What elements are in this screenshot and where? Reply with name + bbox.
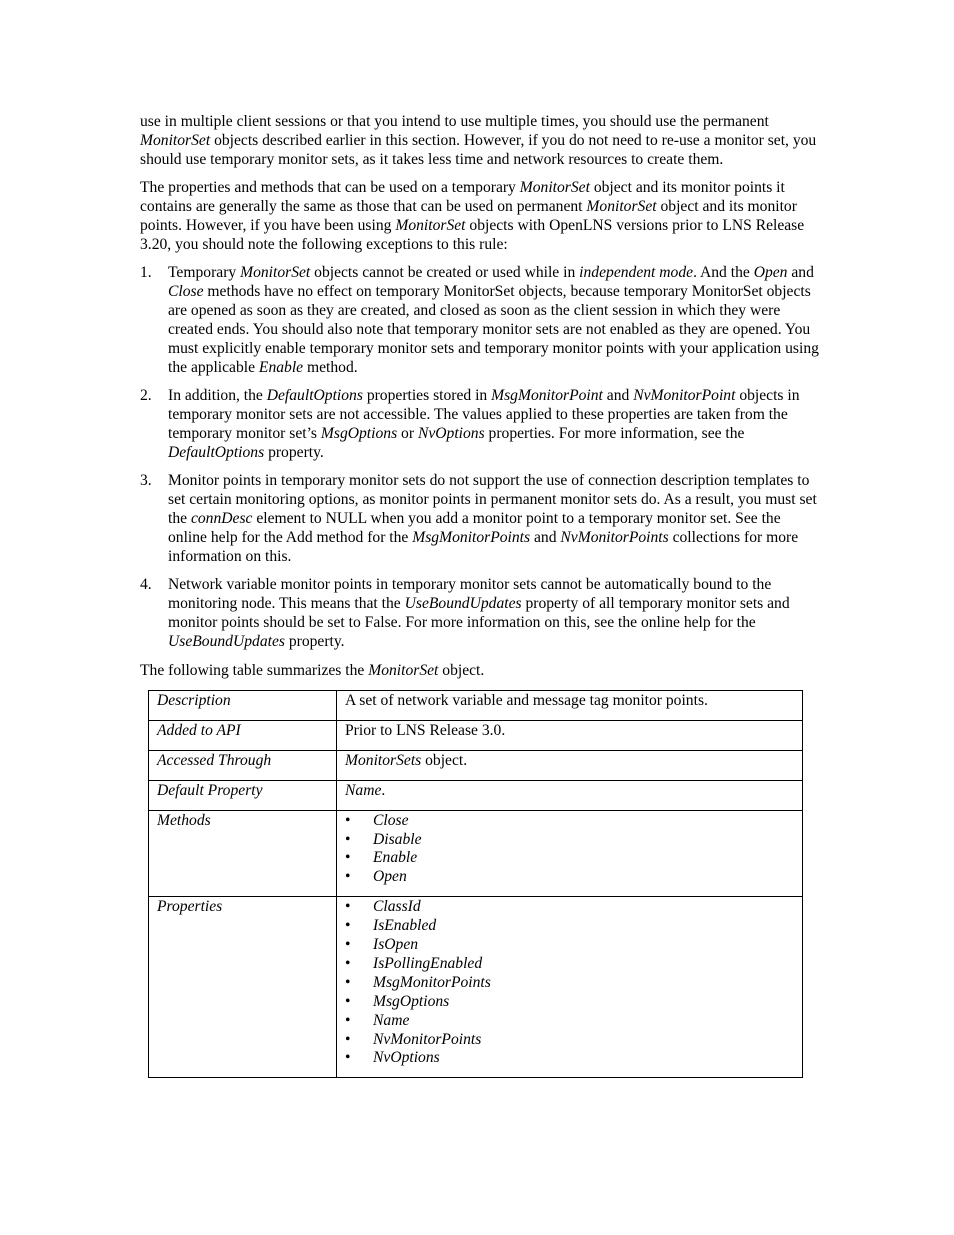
italic-term: MonitorSet	[240, 264, 311, 282]
bullet-text: IsEnabled	[373, 917, 437, 935]
list-item	[140, 264, 820, 377]
bullet-text: MsgMonitorPoints	[373, 973, 491, 991]
table-value-cell: Prior to LNS Release 3.0.	[337, 720, 803, 750]
methods-list	[345, 812, 794, 888]
table-row	[149, 780, 803, 810]
table-row	[149, 810, 803, 897]
table-row	[149, 750, 803, 780]
bullet-item	[345, 812, 794, 831]
italic-term: NvMonitorPoints	[560, 529, 669, 547]
italic-term: MonitorSet	[395, 217, 466, 235]
bullet-text: Disable	[373, 830, 422, 848]
italic-term: MonitorSet	[519, 179, 590, 197]
italic-term: UseBoundUpdates	[404, 595, 522, 613]
bullet-icon: •	[345, 898, 351, 916]
italic-term: MsgOptions	[320, 425, 398, 443]
italic-term: NvOptions	[417, 425, 485, 443]
italic-term: MsgMonitorPoints	[412, 529, 531, 547]
bullet-icon: •	[345, 936, 351, 954]
table-row	[149, 690, 803, 720]
table-value-cell: Name.	[337, 780, 803, 810]
italic-term: Open	[753, 264, 788, 282]
bullet-text: Name	[373, 1011, 410, 1029]
properties-list	[345, 898, 794, 1068]
bullet-icon: •	[345, 1011, 351, 1029]
italic-term: MonitorSet	[586, 198, 657, 216]
bullet-item	[345, 993, 794, 1012]
bullet-text: ClassId	[373, 898, 421, 916]
table-key-cell: Description	[149, 690, 337, 720]
italic-term: connDesc	[190, 510, 253, 528]
list-item	[140, 576, 820, 652]
bullet-text: Open	[373, 868, 407, 886]
italic-term: NvMonitorPoint	[633, 387, 736, 405]
italic-term: independent mode	[579, 264, 694, 282]
list-item	[140, 472, 820, 567]
bullet-icon: •	[345, 868, 351, 886]
italic-term: Name	[345, 781, 382, 799]
bullet-item	[345, 936, 794, 955]
italic-term: MonitorSet	[368, 661, 439, 679]
bullet-icon: •	[345, 1049, 351, 1067]
bullet-item	[345, 974, 794, 993]
list-item-text: Temporary MonitorSet objects cannot be created or used while in independent mode. And the Open and Close methods have no effect on temporary MonitorSet objects, because temporary MonitorSet objects are opened as soon as they are created, and closed as soon as the client session in which they were created ends. You should also note that temporary monitor sets are not enabled as they are opened. You must explicitly enable temporary monitor sets and temporary monitor points with your application using the applicable Enable method.	[168, 264, 819, 376]
intro-paragraph: use in multiple client sessions or that you intend to use multiple times, you should use the permanent MonitorSet objects described earlier in this section. However, if you do not need to re-use a monitor set, you should use temporary monitor sets, as it takes less time and network resources to create them.	[140, 113, 817, 168]
bullet-text: IsPollingEnabled	[373, 954, 483, 972]
bullet-text: Close	[373, 811, 409, 829]
list-item-text: In addition, the DefaultOptions properties stored in MsgMonitorPoint and NvMonitorPoint objects in temporary monitor sets are not accessible. The values applied to these properties are taken from the temporary monitor set’s MsgOptions or NvOptions properties. For more information, see the DefaultOptions property.	[168, 387, 800, 461]
exceptions-paragraph: The properties and methods that can be used on a temporary MonitorSet object and its monitor points it contains are generally the same as those that can be used on permanent MonitorSet object and its monitor points. However, if you have been using MonitorSet objects with OpenLNS versions prior to LNS Release 3.20, you should note the following exceptions to this rule:	[140, 179, 805, 253]
bullet-item	[345, 1031, 794, 1050]
bullet-item	[345, 917, 794, 936]
table-row	[149, 897, 803, 1078]
list-item-number: 3.	[140, 472, 152, 490]
page-content	[140, 113, 820, 1078]
bullet-item	[345, 831, 794, 850]
table-row	[149, 720, 803, 750]
italic-term: MonitorSet	[140, 131, 211, 149]
table-intro-paragraph: The following table summarizes the MonitorSet object.	[140, 661, 485, 679]
monitorset-summary-table	[148, 690, 803, 1078]
bullet-icon: •	[345, 811, 351, 829]
bullet-icon: •	[345, 830, 351, 848]
table-value-cell: MonitorSets object.	[337, 750, 803, 780]
bullet-item	[345, 868, 794, 887]
bullet-item	[345, 898, 794, 917]
bullet-text: Enable	[373, 849, 418, 867]
table-key-cell: Default Property	[149, 780, 337, 810]
bullet-item	[345, 1012, 794, 1031]
table-key-cell: Properties	[149, 897, 337, 1078]
list-item-number: 4.	[140, 576, 152, 594]
bullet-text: NvMonitorPoints	[373, 1030, 482, 1048]
italic-term: Close	[168, 283, 204, 301]
bullet-text: IsOpen	[373, 936, 419, 954]
bullet-icon: •	[345, 917, 351, 935]
table-value-cell	[337, 897, 803, 1078]
italic-term: MsgMonitorPoint	[491, 387, 603, 405]
bullet-icon: •	[345, 992, 351, 1010]
italic-term: UseBoundUpdates	[168, 633, 285, 651]
italic-term: MonitorSets	[345, 751, 422, 769]
italic-term: DefaultOptions	[266, 387, 363, 405]
bullet-icon: •	[345, 1030, 351, 1048]
bullet-icon: •	[345, 849, 351, 867]
table-value-cell: A set of network variable and message tag monitor points.	[337, 690, 803, 720]
bullet-item	[345, 955, 794, 974]
list-item-number: 1.	[140, 264, 152, 282]
table-value-cell	[337, 810, 803, 897]
bullet-icon: •	[345, 954, 351, 972]
bullet-text: NvOptions	[373, 1049, 440, 1067]
bullet-text: MsgOptions	[373, 992, 450, 1010]
list-item-text: Monitor points in temporary monitor sets do not support the use of connection description templates to set certain monitoring options, as monitor points in permanent monitor sets do. As a result, you must set the connDesc element to NULL when you add a monitor point to a temporary monitor set. See the online help for the Add method for the MsgMonitorPoints and NvMonitorPoints collections for more information on this.	[168, 472, 817, 566]
bullet-icon: •	[345, 973, 351, 991]
italic-term: Enable	[258, 358, 304, 376]
exceptions-list	[140, 264, 820, 652]
list-item-text: Network variable monitor points in temporary monitor sets cannot be automatically bound to the monitoring node. This means that the UseBoundUpdates property of all temporary monitor sets and monitor points should be set to False. For more information on this, see the online help for the UseBoundUpdates property.	[168, 576, 790, 651]
table-key-cell: Methods	[149, 810, 337, 897]
list-item-number: 2.	[140, 387, 152, 405]
italic-term: DefaultOptions	[168, 444, 265, 461]
bullet-item	[345, 1049, 794, 1068]
list-item	[140, 387, 820, 463]
bullet-item	[345, 849, 794, 868]
table-key-cell: Accessed Through	[149, 750, 337, 780]
table-key-cell: Added to API	[149, 720, 337, 750]
